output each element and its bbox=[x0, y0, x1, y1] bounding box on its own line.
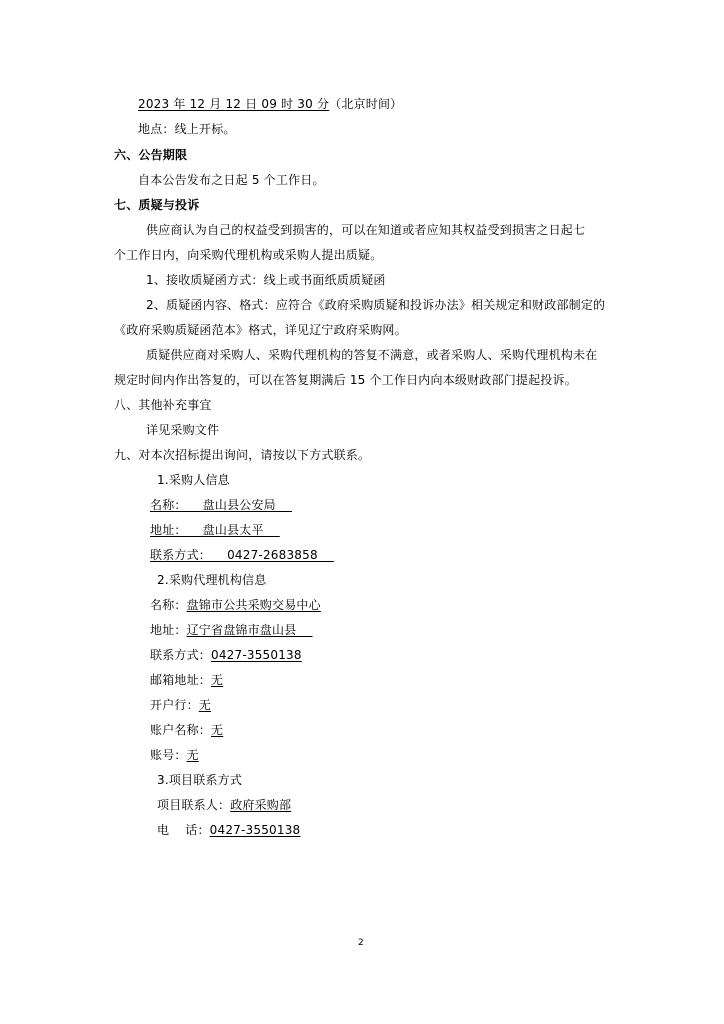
agency-account-name-line bbox=[150, 722, 223, 738]
agency-name-label: 名称： bbox=[150, 598, 187, 612]
agency-account-name-label: 账户名称： bbox=[150, 723, 212, 737]
section-9-heading bbox=[114, 447, 370, 463]
project-contact-person-line bbox=[157, 797, 291, 813]
challenge-paragraph-text-1: 供应商认为自己的权益受到损害的，可以在知道或者应知其权益受到损害之日起七 bbox=[146, 223, 586, 237]
project-phone-label: 电 话： bbox=[157, 823, 210, 837]
challenge-item-1 bbox=[146, 272, 386, 288]
challenge-paragraph-line-1 bbox=[146, 222, 585, 238]
agency-email-label: 邮箱地址： bbox=[150, 673, 212, 687]
agency-account-number-label: 账号： bbox=[150, 748, 187, 762]
agency-name-value: 盘锦市公共采购交易中心 bbox=[186, 598, 321, 612]
opening-time-line bbox=[138, 96, 402, 112]
opening-time-note: （北京时间） bbox=[329, 97, 403, 111]
agency-contact-line bbox=[150, 647, 302, 663]
project-contact-heading-text: 3.项目联系方式 bbox=[157, 773, 243, 787]
page-number: 2 bbox=[358, 938, 364, 948]
agency-email-line bbox=[150, 672, 223, 688]
agency-address-label: 地址： bbox=[150, 623, 187, 637]
notice-period-text: 自本公告发布之日起 5 个工作日。 bbox=[138, 173, 325, 187]
opening-time-value: 2023 年 12 月 12 日 09 时 30 分 bbox=[138, 97, 330, 111]
purchaser-info-heading bbox=[157, 472, 230, 488]
challenge-paragraph-text-2: 个工作日内，向采购代理机构或采购人提出质疑。 bbox=[114, 248, 383, 262]
purchaser-contact-label: 联系方式： bbox=[150, 548, 212, 562]
purchaser-name-label: 名称： bbox=[150, 498, 187, 512]
agency-bank-value: 无 bbox=[198, 698, 212, 712]
complaint-paragraph-line-2 bbox=[114, 372, 577, 388]
purchaser-contact-value: 0427-2683858 bbox=[211, 548, 334, 562]
challenge-item-2-line-1 bbox=[146, 297, 605, 313]
other-matters-line bbox=[146, 422, 219, 438]
agency-bank-line bbox=[150, 697, 211, 713]
purchaser-address-line bbox=[150, 522, 280, 538]
agency-account-number-line bbox=[150, 747, 199, 763]
section-8-heading-text: 八、其他补充事宜 bbox=[114, 398, 212, 412]
challenge-item-2-line-2 bbox=[114, 322, 407, 338]
section-7-heading bbox=[114, 197, 199, 213]
challenge-item-2-text-2: 《政府采购质疑函范本》格式，详见辽宁政府采购网。 bbox=[114, 323, 407, 337]
section-6-heading-text: 六、公告期限 bbox=[114, 148, 188, 162]
purchaser-info-heading-text: 1.采购人信息 bbox=[157, 473, 230, 487]
opening-location-text: 地点：线上开标。 bbox=[138, 122, 236, 136]
purchaser-name-line bbox=[150, 497, 292, 513]
complaint-paragraph-text-2: 规定时间内作出答复的，可以在答复期满后 15 个工作日内向本级财政部门提起投诉。 bbox=[114, 373, 577, 387]
complaint-paragraph-text-1: 质疑供应商对采购人、采购代理机构的答复不满意，或者采购人、采购代理机构未在 bbox=[146, 348, 598, 362]
other-matters-text: 详见采购文件 bbox=[146, 423, 220, 437]
challenge-paragraph-line-2 bbox=[114, 247, 382, 263]
opening-location-line bbox=[138, 121, 236, 137]
purchaser-name-value: 盘山县公安局 bbox=[186, 498, 292, 512]
project-phone-line bbox=[157, 822, 300, 838]
complaint-paragraph-line-1 bbox=[146, 347, 597, 363]
project-contact-person-label: 项目联系人： bbox=[157, 798, 231, 812]
purchaser-address-value: 盘山县太平 bbox=[186, 523, 280, 537]
agency-name-line bbox=[150, 597, 321, 613]
challenge-item-2-text-1: 2、质疑函内容、格式：应符合《政府采购质疑和投诉办法》相关规定和财政部制定的 bbox=[146, 298, 606, 312]
agency-info-heading-text: 2.采购代理机构信息 bbox=[157, 573, 267, 587]
section-9-heading-text: 九、对本次招标提出询问，请按以下方式联系。 bbox=[114, 448, 371, 462]
agency-email-value: 无 bbox=[211, 673, 224, 687]
agency-info-heading bbox=[157, 572, 266, 588]
section-7-heading-text: 七、质疑与投诉 bbox=[114, 198, 200, 212]
purchaser-contact-line bbox=[150, 547, 334, 563]
project-contact-person-value: 政府采购部 bbox=[230, 798, 292, 812]
agency-account-number-value: 无 bbox=[186, 748, 199, 762]
agency-address-value: 辽宁省盘锦市盘山县 bbox=[186, 623, 313, 637]
agency-address-line bbox=[150, 622, 312, 638]
notice-period-line bbox=[138, 172, 325, 188]
project-phone-value: 0427-3550138 bbox=[209, 823, 301, 837]
agency-account-name-value: 无 bbox=[211, 723, 224, 737]
agency-contact-value: 0427-3550138 bbox=[211, 648, 302, 662]
purchaser-address-label: 地址： bbox=[150, 523, 187, 537]
section-6-heading bbox=[114, 147, 187, 163]
challenge-item-1-text: 1、接收质疑函方式：线上或书面纸质质疑函 bbox=[146, 273, 386, 287]
section-8-heading bbox=[114, 397, 212, 413]
agency-contact-label: 联系方式： bbox=[150, 648, 212, 662]
project-contact-heading bbox=[157, 772, 242, 788]
agency-bank-label: 开户行： bbox=[150, 698, 199, 712]
